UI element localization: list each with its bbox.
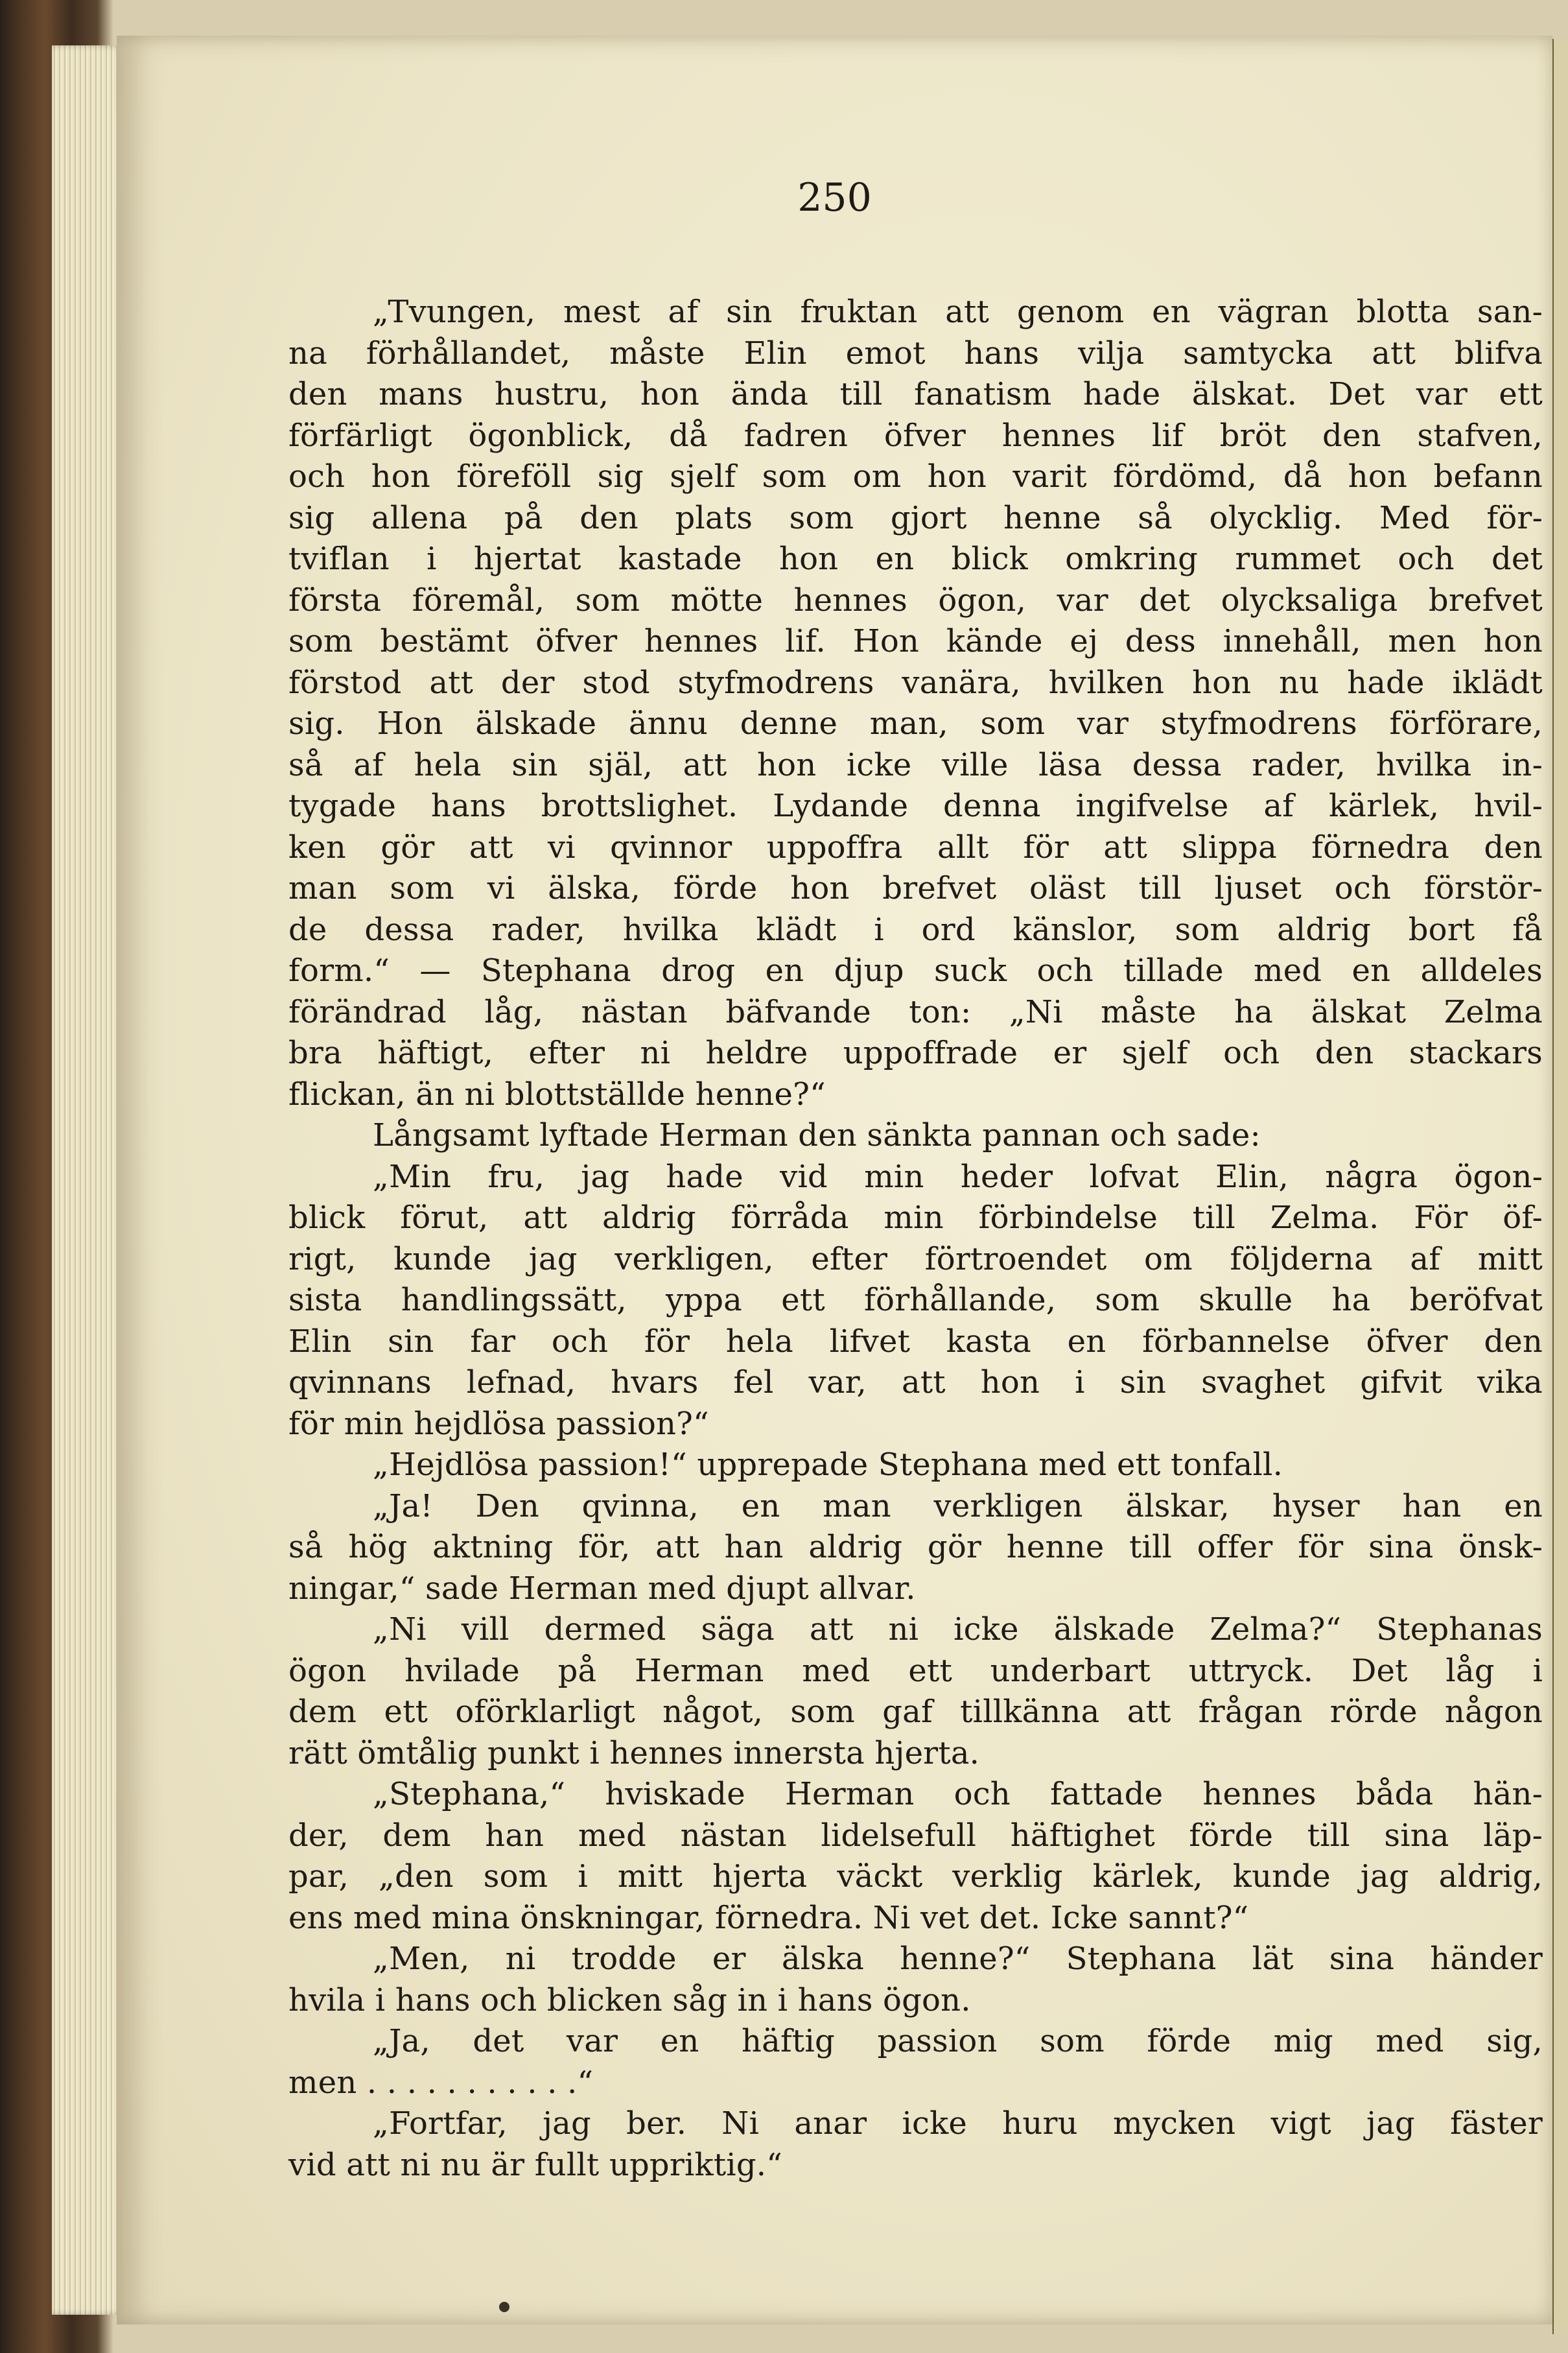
- text-line: rigt, kunde jag verkligen, efter förtroendet om följderna af mitt: [288, 1240, 1543, 1277]
- text-line: vid att ni nu är fullt uppriktig.“: [288, 2146, 782, 2183]
- text-line: Elin sin far och för hela lifvet kasta en förbannelse öfver den: [288, 1323, 1543, 1360]
- text-line: sista handlingssätt, yppa ett förhållande, som skulle ha beröfvat: [288, 1282, 1543, 1318]
- next-page-edge: [1552, 39, 1568, 2334]
- text-line: blick förut, att aldrig förråda min förbindelse till Zelma. För öf-: [288, 1200, 1543, 1236]
- text-line: förändrad låg, nästan bäfvande ton: „Ni måste ha älskat Zelma: [288, 993, 1543, 1030]
- text-line: men . . . . . . . . . . .“: [288, 2064, 594, 2101]
- text-line: rätt ömtålig punkt i hennes innersta hjerta.: [288, 1734, 980, 1771]
- text-line: förfärligt ögonblick, då fadren öfver hennes lif bröt den stafven,: [288, 417, 1543, 454]
- text-line: tviflan i hjertat kastade hon en blick omkring rummet och det: [288, 541, 1543, 577]
- text-line: ken gör att vi qvinnor uppoffra allt för att slippa förnedra den: [288, 829, 1543, 866]
- text-line: tygade hans brottslighet. Lydande denna ingifvelse af kärlek, hvil-: [288, 788, 1543, 824]
- text-line: bra häftigt, efter ni heldre uppoffrade er sjelf och den stackars: [288, 1035, 1543, 1071]
- book-page: [117, 36, 1552, 2324]
- text-line: dem ett oförklarligt något, som gaf tillkänna att frågan rörde någon: [288, 1694, 1543, 1730]
- ink-dot: [499, 2302, 509, 2312]
- text-line: „Ja! Den qvinna, en man verkligen älskar, hyser han en: [373, 1487, 1543, 1524]
- text-line: sig. Hon älskade ännu denne man, som var styfmodrens förförare,: [288, 705, 1543, 742]
- text-line: „Men, ni trodde er älska henne?“ Stephana lät sina händer: [373, 1941, 1543, 1977]
- body-text: [288, 292, 1543, 2186]
- text-line: „Stephana,“ hviskade Herman och fattade hennes båda hän-: [373, 1776, 1543, 1812]
- text-line: de dessa rader, hvilka klädt i ord känslor, som aldrig bort få: [288, 911, 1543, 948]
- text-line: första föremål, som mötte hennes ögon, var det olycksaliga brefvet: [288, 582, 1543, 619]
- text-line: „Tvungen, mest af sin fruktan att genom en vägran blotta san-: [373, 294, 1543, 330]
- text-line: flickan, än ni blottställde henne?“: [288, 1076, 826, 1113]
- text-line: par, „den som i mitt hjerta väckt verklig kärlek, kunde jag aldrig,: [288, 1858, 1543, 1895]
- text-line: förstod att der stod styfmodrens vanära, hvilken hon nu hade iklädt: [288, 664, 1543, 701]
- text-line: hvila i hans och blicken såg in i hans ögon.: [288, 1981, 971, 2018]
- text-line: Långsamt lyftade Herman den sänkta pannan och sade:: [373, 1117, 1261, 1153]
- text-line: der, dem han med nästan lidelsefull häftighet förde till sina läp-: [288, 1817, 1543, 1854]
- text-line: den mans hustru, hon ända till fanatism hade älskat. Det var ett: [288, 376, 1543, 412]
- page-number: 250: [797, 175, 872, 220]
- text-line: na förhållandet, måste Elin emot hans vilja samtycka att blifva: [288, 335, 1543, 372]
- text-line: sig allena på den plats som gjort henne så olycklig. Med för-: [288, 499, 1543, 536]
- text-line: „Hejdlösa passion!“ upprepade Stephana med ett tonfall.: [373, 1447, 1283, 1483]
- text-line: „Fortfar, jag ber. Ni anar icke huru mycken vigt jag fäster: [373, 2105, 1543, 2142]
- text-line: så hög aktning för, att han aldrig gör henne till offer för sina önsk-: [288, 1529, 1543, 1565]
- text-line: så af hela sin själ, att hon icke ville läsa dessa rader, hvilka in-: [288, 746, 1543, 783]
- text-line: ens med mina önskningar, förnedra. Ni vet det. Icke sannt?“: [288, 1899, 1249, 1936]
- text-line: och hon föreföll sig sjelf som om hon varit fördömd, då hon befann: [288, 458, 1543, 495]
- text-line: „Ja, det var en häftig passion som förde mig med sig,: [373, 2023, 1543, 2059]
- text-line: ögon hvilade på Herman med ett underbart uttryck. Det låg i: [288, 1652, 1543, 1689]
- text-line: „Min fru, jag hade vid min heder lofvat Elin, några ögon-: [373, 1158, 1543, 1195]
- text-line: „Ni vill dermed säga att ni icke älskade Zelma?“ Stephanas: [373, 1611, 1543, 1648]
- text-line: som bestämt öfver hennes lif. Hon kände ej dess innehåll, men hon: [288, 623, 1543, 659]
- text-line: man som vi älska, förde hon brefvet oläst till ljuset och förstör-: [288, 870, 1543, 906]
- text-line: ningar,“ sade Herman med djupt allvar.: [288, 1570, 916, 1607]
- text-line: för min hejdlösa passion?“: [288, 1405, 709, 1442]
- text-line: qvinnans lefnad, hvars fel var, att hon i sin svaghet gifvit vika: [288, 1364, 1543, 1401]
- text-line: form.“ — Stephana drog en djup suck och tillade med en alldeles: [288, 952, 1543, 989]
